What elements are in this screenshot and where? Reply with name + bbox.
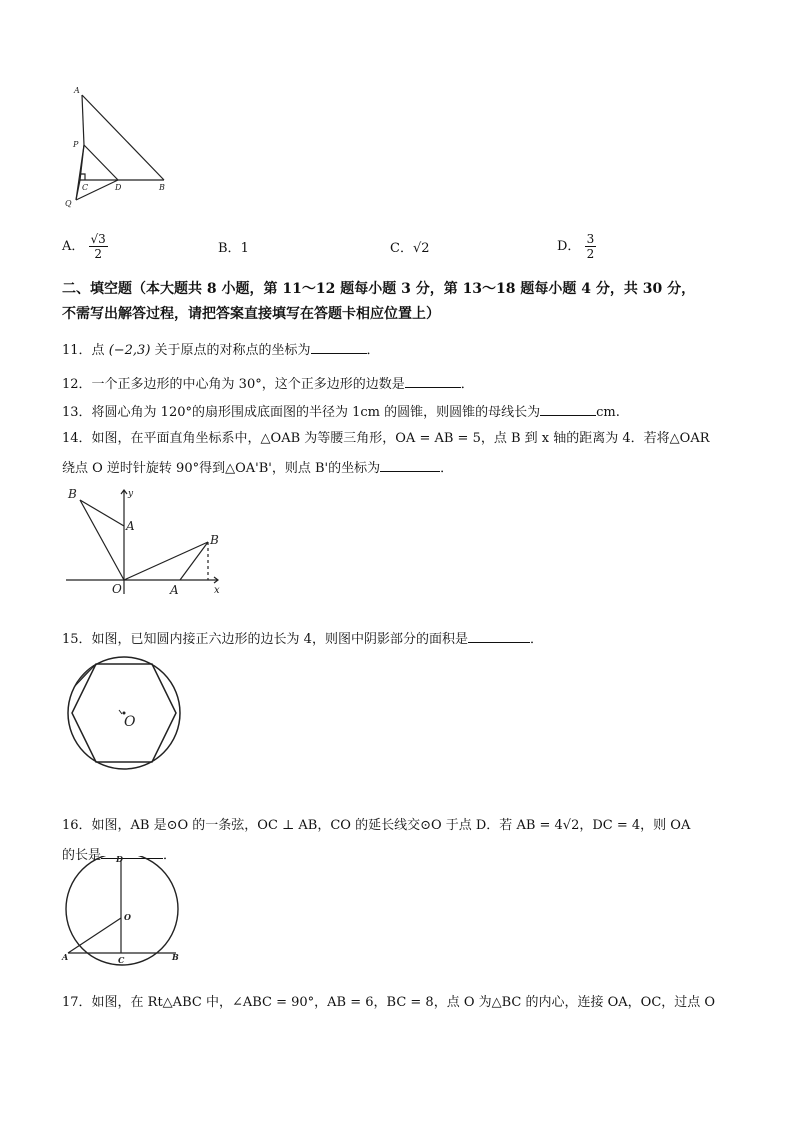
- question-16-line-2: 的长是 ．: [62, 845, 176, 865]
- label-D: D: [115, 183, 122, 192]
- label-x-axis: x: [214, 585, 220, 596]
- option-c: C．√2: [390, 241, 430, 256]
- label-A: A: [170, 583, 179, 596]
- option-d: D． $\frac{3}{2}$: [557, 232, 595, 261]
- question-11: 11．点 (−2,3) 关于原点的对称点的坐标为 ．: [62, 340, 380, 360]
- section-heading-2: 不需写出解答过程，请把答案直接填写在答题卡相应位置上）: [62, 306, 440, 322]
- answer-blank-13[interactable]: [540, 402, 596, 416]
- label-O: O: [124, 912, 131, 922]
- label-C: C: [118, 955, 125, 965]
- question-14-line-2: 绕点 O 逆时针旋转 90°得到△OA'B'，则点 B'的坐标为 ．: [62, 458, 453, 478]
- label-Q: Q: [65, 199, 72, 208]
- label-A-prime: A: [126, 519, 135, 533]
- option-a: A． $\frac{√3}{2}$: [62, 232, 106, 261]
- label-D: D: [116, 856, 123, 864]
- answer-blank-15[interactable]: [468, 629, 530, 643]
- label-C: C: [82, 183, 89, 192]
- option-b: B．1: [218, 241, 249, 256]
- top-triangle-figure: [58, 82, 178, 212]
- answer-blank-11[interactable]: [311, 340, 367, 354]
- label-P: P: [73, 140, 79, 149]
- label-A: A: [62, 952, 69, 962]
- label-B: B: [210, 533, 219, 547]
- label-B: B: [172, 952, 179, 962]
- option-a-fraction: $\frac{√3}{2}$: [90, 232, 106, 261]
- option-d-fraction: $\frac{3}{2}$: [586, 232, 595, 261]
- question-17-line-1: 17．如图，在 Rt△ABC 中，∠ABC = 90°，AB = 6，BC = 8，点 O 为△BC 的内心，连接 OA，OC，过点 O: [62, 995, 716, 1010]
- coordinate-figure: [60, 484, 230, 596]
- question-16-line-1: 16．如图，AB 是⊙O 的一条弦，OC ⊥ AB，CO 的延长线交⊙O 于点 D．若 AB = 4√2，DC = 4，则 OA: [62, 818, 691, 833]
- label-O: O: [124, 714, 136, 730]
- label-O: O: [112, 582, 122, 596]
- label-A: A: [74, 86, 80, 95]
- label-y-axis: y: [128, 489, 134, 499]
- hexagon-circle-figure: [64, 654, 184, 774]
- answer-blank-14[interactable]: [380, 458, 440, 472]
- question-13: 13．将圆心角为 120°的扇形围成底面图的半径为 1cm 的圆锥，则圆锥的母线长为 cm.: [62, 402, 620, 422]
- section-heading-1: 二、填空题（本大题共 8 小题，第 11～12 题每小题 3 分，第 13～18 题每小题 4 分，共 30 分，: [62, 281, 696, 297]
- label-B: B: [159, 183, 165, 192]
- label-B-prime: B: [68, 487, 77, 501]
- question-15: 15．如图，已知圆内接正六边形的边长为 4，则图中阴影部分的面积是 ．: [62, 629, 543, 649]
- question-14-line-1: 14．如图，在平面直角坐标系中，△OAB 为等腰三角形，OA = AB = 5，点 B 到 x 轴的距离为 4．若将△OAR: [62, 431, 710, 446]
- chord-circle-figure: [58, 856, 188, 966]
- answer-blank-12[interactable]: [405, 374, 461, 388]
- question-12: 12．一个正多边形的中心角为 30°，这个正多边形的边数是 ．: [62, 374, 474, 394]
